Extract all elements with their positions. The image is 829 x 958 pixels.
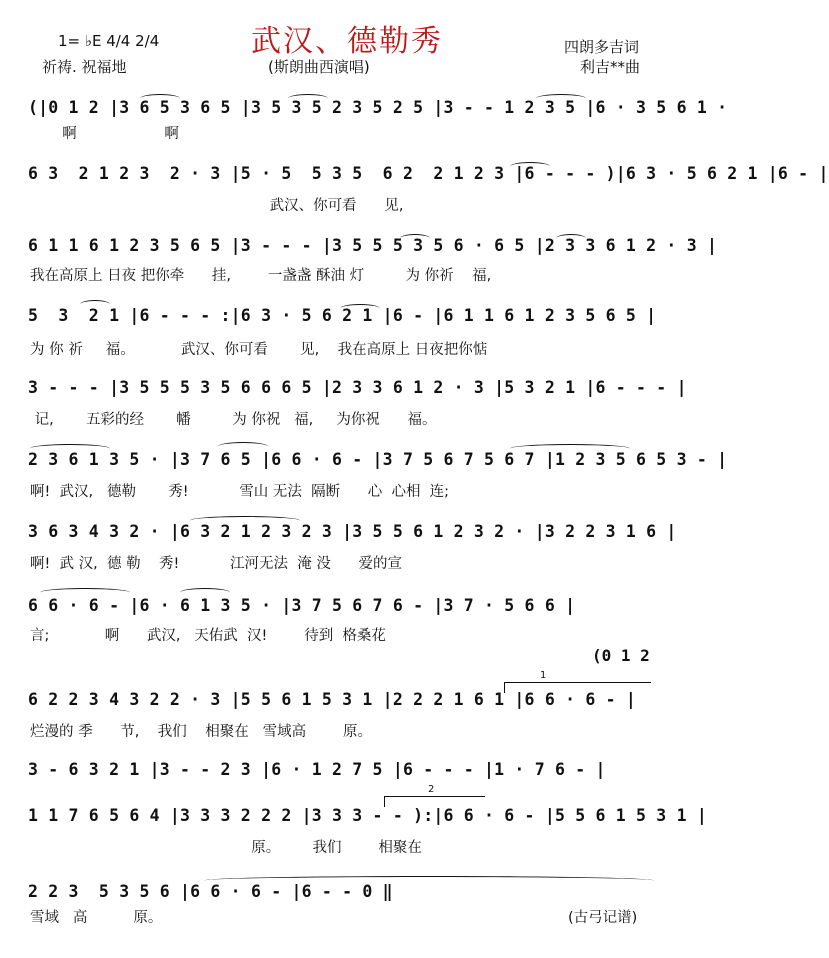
notation-line: 3 - 6 3 2 1 |3 - - 2 3 |6 · 1 2 7 5 |6 - - - |1 · 7 6 - | [28, 760, 606, 779]
notation-line: 6 3 2 1 2 3 2 · 3 |5 · 5 5 3 5 6 2 2 1 2 3 |6 - - - )|6 3 · 5 6 2 1 |6 - | [28, 164, 829, 183]
notation-line: 3 - - - |3 5 5 5 3 5 6 6 6 5 |2 3 3 6 1 2 · 3 |5 3 2 1 |6 - - - | [28, 378, 687, 397]
notation-line: 5 3 2 1 |6 - - - :|6 3 · 5 6 2 1 |6 - |6 1 1 6 1 2 3 5 6 5 | [28, 306, 657, 325]
slur [218, 442, 268, 451]
lyric-line: 啊! 武 汉, 德 勒 秀! 江河无法 淹 没 爱的宣 [30, 556, 403, 572]
lyric-line: 雪域 高 原。 [30, 910, 163, 926]
slur [340, 304, 380, 313]
slur [140, 94, 180, 103]
lyric-line: 武汉、你可看 见, [30, 198, 404, 214]
notation-line: 6 1 1 6 1 2 3 5 6 5 |3 - - - |3 5 5 5 3 5 6 · 6 5 |2 3 3 6 1 2 · 3 | [28, 236, 718, 255]
slur [400, 234, 430, 243]
notation-line: (|0 1 2 |3 6 5 3 6 5 |3 5 3 5 2 3 5 2 5 |3 - - 1 2 3 5 |6 · 3 5 6 1 · [28, 98, 728, 117]
notation-line: 2 3 6 1 3 5 · |3 7 6 5 |6 6 · 6 - |3 7 5 6 7 5 6 7 |1 2 3 5 6 5 3 - | [28, 450, 728, 469]
lyric-line: 烂漫的 季 节, 我们 相聚在 雪域高 原。 [30, 724, 372, 740]
volta-bracket-1 [504, 682, 651, 693]
lyric-line: 啊! 武汉, 德勒 秀! 雪山 无法 隔断 心 心相 连; [30, 484, 450, 500]
slur [180, 588, 230, 597]
singer-credit: (斯朗曲西演唱) [268, 58, 370, 76]
pickup-notes: (0 1 2 [592, 646, 650, 665]
lyric-line: 为 你 祈 福。 武汉、你可看 见, 我在高原上 日夜把你惦 [30, 342, 488, 358]
lyric-line: 原。 我们 相聚在 [30, 840, 422, 856]
slur [40, 588, 130, 597]
lyric-line: 记, 五彩的经 幡 为 你祝 福, 为你祝 福。 [30, 412, 437, 428]
volta-number-2: 2 [428, 784, 435, 795]
lyricist-credit: 四朗多吉词 [564, 38, 640, 56]
lyric-line: 啊 啊 [30, 126, 179, 142]
slur [190, 516, 300, 525]
lyric-line: 言; 啊 武汉, 天佑武 汉! 待到 格桑花 [30, 628, 386, 644]
volta-number-1: 1 [540, 670, 547, 681]
mood-marking: 祈祷. 祝福地 [42, 58, 127, 76]
slur [536, 94, 586, 103]
composer-credit: 利吉**曲 [580, 58, 641, 76]
notation-line: 6 2 2 3 4 3 2 2 · 3 |5 5 6 1 5 3 1 |2 2 2 1 6 1 |6 6 · 6 - | [28, 690, 637, 709]
slur [556, 234, 586, 243]
lyric-line: 我在高原上 日夜 把你牵 挂, 一盏盏 酥油 灯 为 你祈 福, [30, 268, 492, 284]
slur [288, 94, 328, 103]
notation-line: 1 1 7 6 5 6 4 |3 3 3 2 2 2 |3 3 3 - - ):|6 6 · 6 - |5 5 6 1 5 3 1 | [28, 806, 707, 825]
notation-line: 2 2 3 5 3 5 6 |6 6 · 6 - |6 - - 0 ‖ [28, 882, 393, 901]
slur [510, 162, 550, 171]
transcriber-credit: (古弓记谱) [568, 910, 638, 926]
notation-line: 3 6 3 4 3 2 · |6 3 2 1 2 3 2 3 |3 5 5 6 1 2 3 2 · |3 2 2 3 1 6 | [28, 522, 677, 541]
volta-bracket-2 [384, 796, 485, 807]
song-title: 武汉、德勒秀 [251, 24, 443, 59]
key-signature: 1= ♭E 4/4 2/4 [58, 32, 160, 50]
tie [204, 876, 654, 885]
notation-line: 6 6 · 6 - |6 · 6 1 3 5 · |3 7 5 6 7 6 - |3 7 · 5 6 6 | [28, 596, 576, 615]
slur [510, 444, 630, 453]
slur [30, 444, 110, 453]
slur [80, 300, 110, 309]
